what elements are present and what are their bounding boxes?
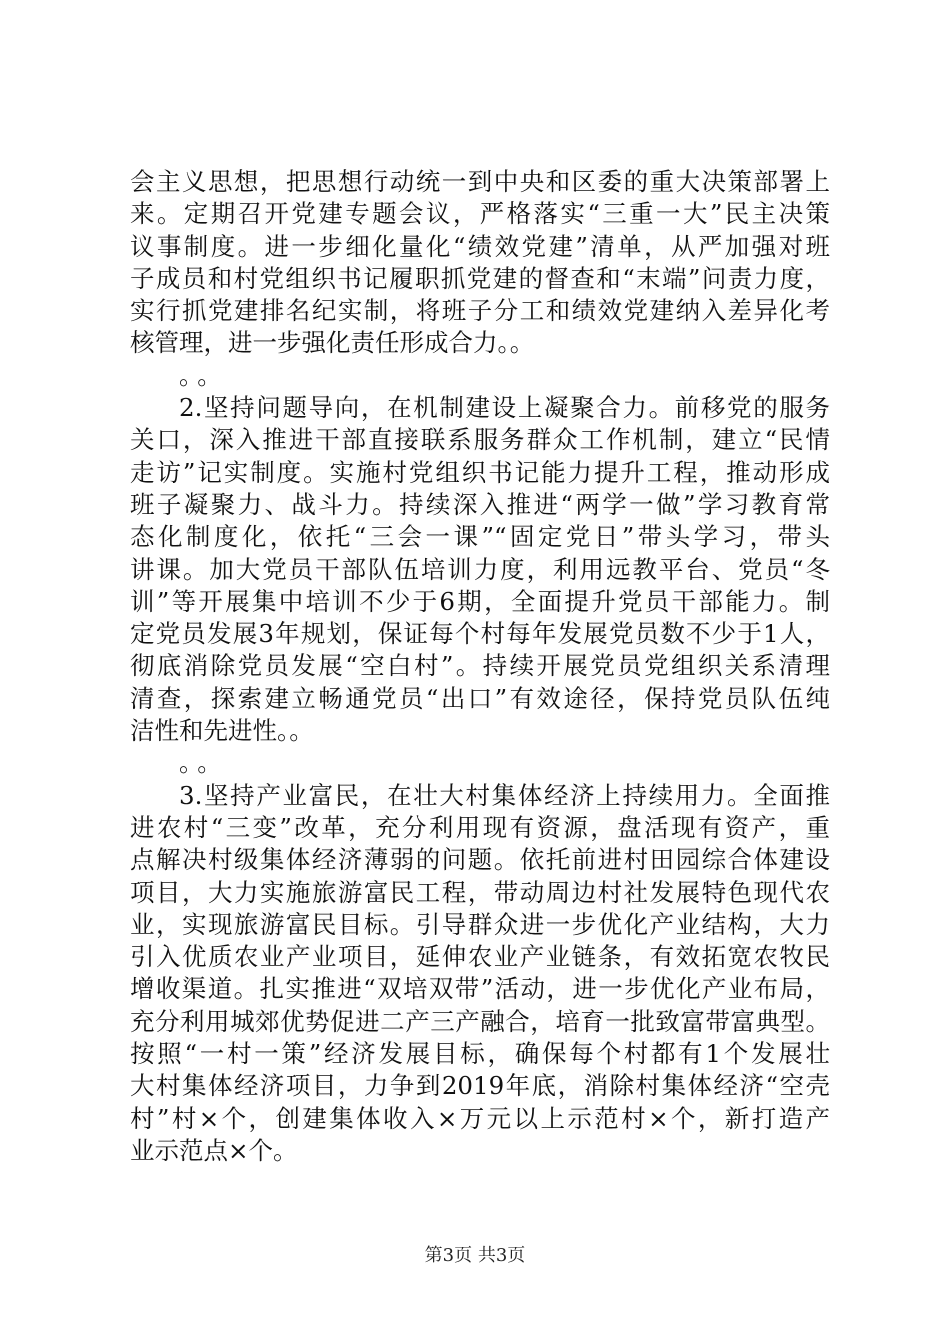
text-line: 来。定期召开党建专题会议，严格落实“三重一大”民主决策 <box>130 199 830 229</box>
text-line: 按照“一村一策”经济发展目标，确保每个村都有1个发展壮 <box>130 1039 830 1069</box>
text-line: 引入优质农业产业项目，延伸农业产业链条，有效拓宽农牧民 <box>130 942 830 972</box>
text-line: 进农村“三变”改革，充分利用现有资源，盘活现有资产，重 <box>130 812 830 842</box>
text-line: 洁性和先进性。。 <box>130 716 314 746</box>
text-line: 讲课。加大党员干部队伍培训力度，利用远教平台、党员“冬 <box>130 554 830 584</box>
text-line: 核管理，进一步强化责任形成合力。。 <box>130 328 535 358</box>
text-line: 充分利用城郊优势促进二产三产融合，培育一批致富带富典型。 <box>130 1006 830 1036</box>
text-line: 业，实现旅游富民目标。引导群众进一步优化产业结构，大力 <box>130 909 830 939</box>
text-line: 班子凝聚力、战斗力。持续深入推进“两学一做”学习教育常 <box>130 489 830 519</box>
text-line: 实行抓党建排名纪实制，将班子分工和绩效党建纳入差异化考 <box>130 296 830 326</box>
text-line: 态化制度化，依托“三会一课”“固定党日”带头学习，带头 <box>130 522 830 552</box>
text-line: 彻底消除党员发展“空白村”。持续开展党员党组织关系清理 <box>130 651 830 681</box>
text-line: 定党员发展3年规划，保证每个村每年发展党员数不少于1人， <box>130 619 830 649</box>
text-line: 村”村×个，创建集体收入×万元以上示范村×个，新打造产 <box>130 1103 830 1133</box>
text-line: 关口，深入推进干部直接联系服务群众工作机制，建立“民情 <box>130 425 830 455</box>
text-line: 大村集体经济项目，力争到2019年底，消除村集体经济“空壳 <box>130 1071 830 1101</box>
separator-line: 。。 <box>179 360 228 390</box>
page-footer: 第3页 共3页 <box>424 1245 526 1266</box>
text-line: 训”等开展集中培训不少于6期，全面提升党员干部能力。制 <box>130 586 830 616</box>
separator-line: 。。 <box>179 748 228 778</box>
text-line: 清查，探索建立畅通党员“出口”有效途径，保持党员队伍纯 <box>130 683 830 713</box>
text-line: 增收渠道。扎实推进“双培双带”活动，进一步优化产业布局， <box>130 974 830 1004</box>
text-line: 走访”记实制度。实施村党组织书记能力提升工程，推动形成 <box>130 457 830 487</box>
text-line: 业示范点×个。 <box>130 1135 298 1165</box>
text-line: 点解决村级集体经济薄弱的问题。依托前进村田园综合体建设 <box>130 845 830 875</box>
document-body <box>130 166 830 1167</box>
text-line: 子成员和村党组织书记履职抓党建的督查和“末端”问责力度， <box>130 263 830 293</box>
text-line: 2.坚持问题导向，在机制建设上凝聚合力。前移党的服务 <box>179 393 830 423</box>
text-line: 3.坚持产业富民，在壮大村集体经济上持续用力。全面推 <box>179 780 830 810</box>
text-line: 议事制度。进一步细化量化“绩效党建”清单，从严加强对班 <box>130 231 830 261</box>
text-line: 项目，大力实施旅游富民工程，带动周边村社发展特色现代农 <box>130 877 830 907</box>
text-line: 会主义思想，把思想行动统一到中央和区委的重大决策部署上 <box>130 167 830 196</box>
